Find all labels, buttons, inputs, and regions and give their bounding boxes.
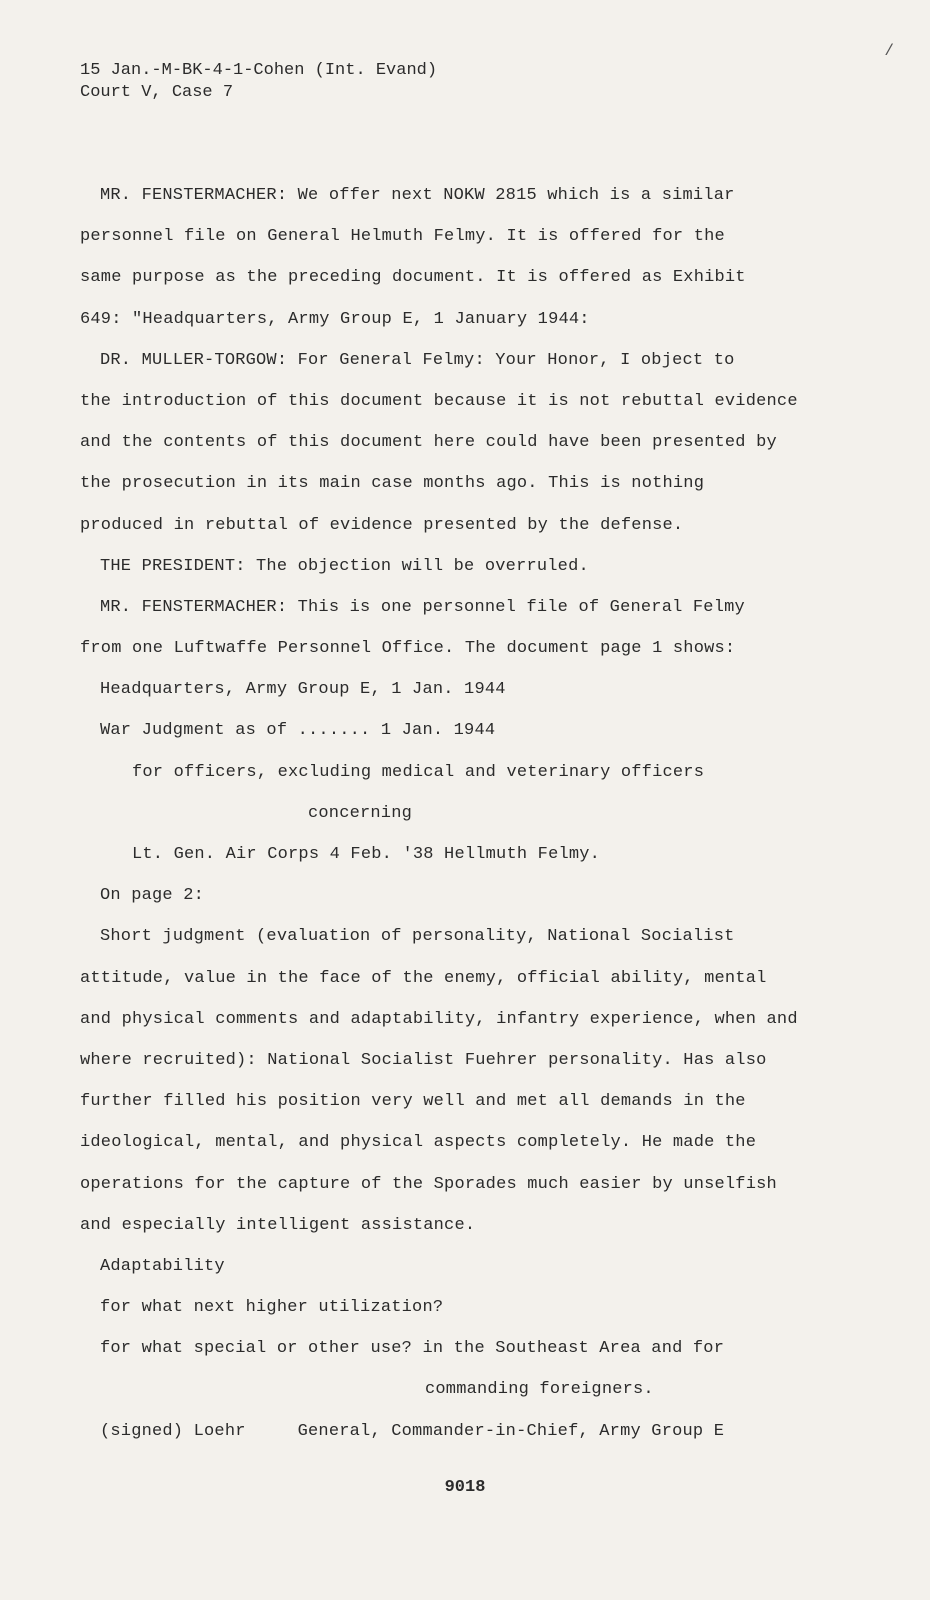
page-number: 9018 (444, 1478, 486, 1497)
transcript-line: THE PRESIDENT: The objection will be overruled. (100, 556, 589, 576)
transcript-line: concerning (308, 803, 413, 823)
transcript-line: Adaptability (100, 1256, 225, 1276)
transcript-line: for officers, excluding medical and veterinary officers (132, 762, 705, 782)
transcript-line: produced in rebuttal of evidence presented by the defense. (80, 515, 684, 535)
transcript-line: and the contents of this document here could have been presented by (80, 433, 777, 453)
header-reference: 15 Jan.-M-BK-4-1-Cohen (Int. Evand) (80, 61, 438, 80)
transcript-line: War Judgment as of ....... 1 Jan. 1944 (100, 721, 496, 741)
transcript-line: for what next higher utilization? (100, 1298, 444, 1318)
transcript-line: personnel file on General Helmuth Felmy. It is offered for the (80, 227, 725, 247)
transcript-line: where recruited): National Socialist Fuehrer personality. Has also (80, 1050, 767, 1070)
transcript-line: ideological, mental, and physical aspects completely. He made the (80, 1133, 757, 1153)
transcript-line: operations for the capture of the Sporades much easier by unselfish (80, 1174, 777, 1194)
transcript-line: from one Luftwaffe Personnel Office. The document page 1 shows: (80, 639, 736, 659)
transcript-line: further filled his position very well and met all demands in the (80, 1092, 746, 1112)
transcript-line: commanding foreigners. (425, 1380, 654, 1400)
transcript-line: the prosecution in its main case months ago. This is nothing (80, 474, 705, 494)
transcript-line: 649: "Headquarters, Army Group E, 1 January 1944: (80, 309, 590, 329)
transcript-line: DR. MULLER-TORGOW: For General Felmy: Your Honor, I object to (100, 350, 735, 370)
transcript-line: On page 2: (100, 886, 205, 906)
transcript-line: Lt. Gen. Air Corps 4 Feb. '38 Hellmuth Felmy. (132, 845, 601, 864)
transcript-line: the introduction of this document because it is not rebuttal evidence (80, 391, 798, 411)
margin-mark: / (884, 42, 894, 60)
document-header (80, 60, 437, 104)
transcript-line: (signed) Loehr General, Commander-in-Chief, Army Group E (100, 1421, 725, 1441)
transcript-line: and physical comments and adaptability, infantry experience, when and (80, 1009, 798, 1029)
transcript-line: Headquarters, Army Group E, 1 Jan. 1944 (100, 680, 506, 700)
transcript-line: same purpose as the preceding document. It is offered as Exhibit (80, 268, 746, 288)
transcript-line: attitude, value in the face of the enemy, official ability, mental (80, 968, 767, 988)
transcript-line: for what special or other use? in the Southeast Area and for (100, 1339, 725, 1359)
transcript-line: and especially intelligent assistance. (80, 1215, 476, 1235)
transcript-line: Short judgment (evaluation of personality, National Socialist (100, 927, 735, 947)
transcript-line: MR. FENSTERMACHER: We offer next NOKW 2815 which is a similar (100, 186, 735, 205)
transcript-body (80, 184, 900, 1461)
transcript-line: MR. FENSTERMACHER: This is one personnel file of General Felmy (100, 597, 745, 617)
header-court-case: Court V, Case 7 (80, 83, 234, 102)
